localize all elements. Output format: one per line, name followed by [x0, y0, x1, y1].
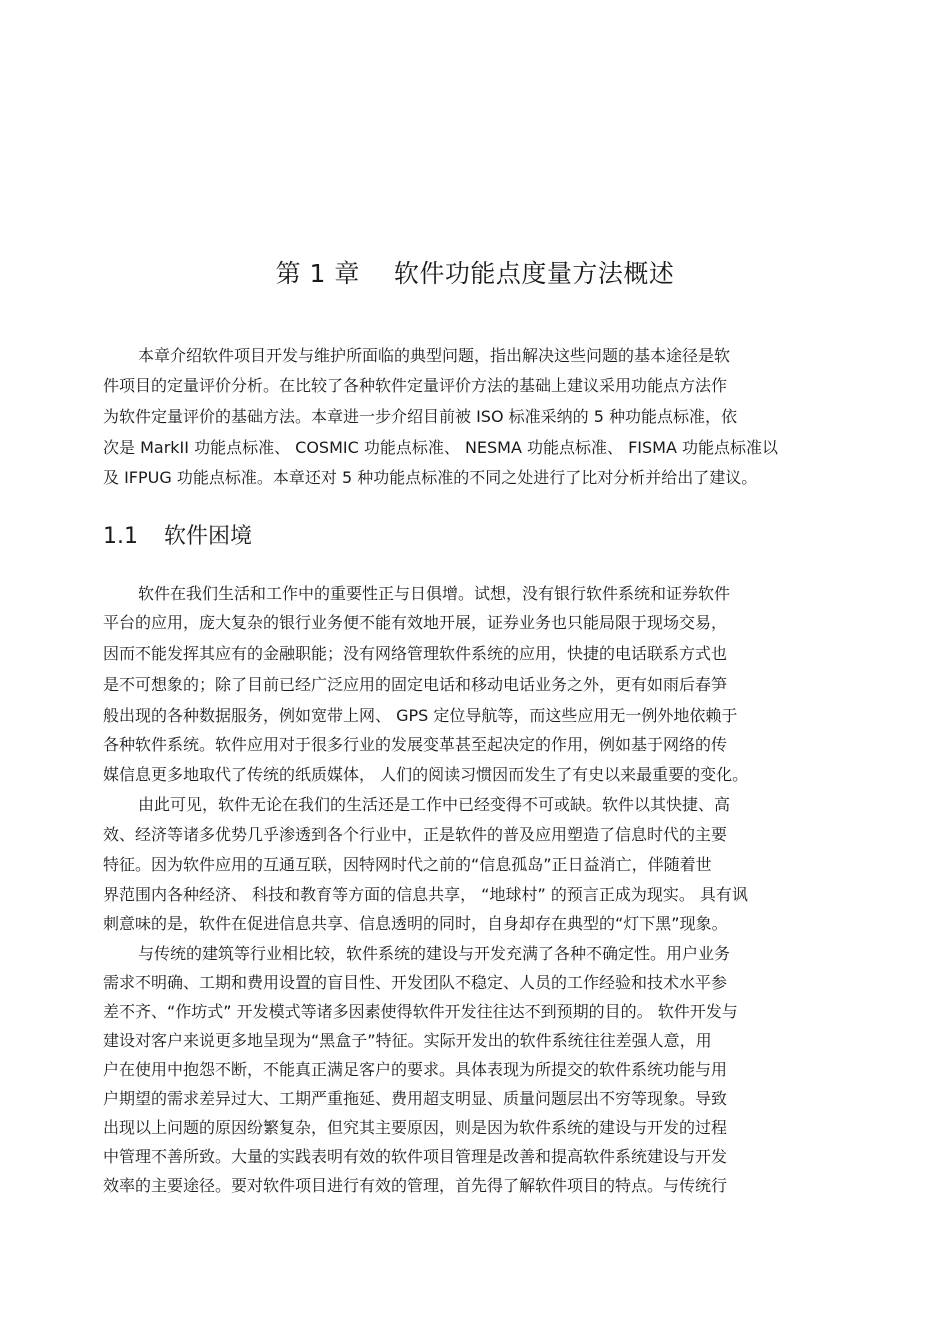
body-line: 媒信息更多地取代了传统的纸质媒体， 人们的阅读习惯因而发生了有史以来最重要的变化。 — [103, 765, 749, 784]
body-line: 界范围内各种经济、 科技和教育等方面的信息共享， “地球村” 的预言正成为现实。 具有讽 — [103, 885, 748, 904]
intro-line: 及 IFPUG 功能点标准。本章还对 5 种功能点标准的不同之处进行了比对分析并给出了建议。 — [103, 468, 758, 487]
body-line: 各种软件系统。软件应用对于很多行业的发展变革甚至起决定的作用，例如基于网络的传 — [103, 735, 728, 754]
body-line: 与传统的建筑等行业相比较，软件系统的建设与开发充满了各种不确定性。用户业务 — [138, 944, 731, 963]
body-line: 效、经济等诸多优势几乎渗透到各个行业中，正是软件的普及应用塑造了信息时代的主要 — [103, 825, 728, 844]
chapter-number: 第 1 章 — [275, 259, 360, 288]
body-line: 户期望的需求差异过大、工期严重拖延、费用超支明显、质量问题层出不穷等现象。导致 — [103, 1089, 728, 1108]
body-line: 建设对客户来说更多地呈现为“黑盒子”特征。实际开发出的软件系统往往差强人意，用 — [103, 1031, 712, 1050]
body-line: 刺意味的是，软件在促进信息共享、信息透明的同时，自身却存在典型的“灯下黑”现象。 — [103, 914, 728, 933]
intro-line: 为软件定量评价的基础方法。本章进一步介绍目前被 ISO 标准采纳的 5 种功能点标准，依 — [103, 407, 737, 426]
body-line: 软件在我们生活和工作中的重要性正与日俱增。试想，没有银行软件系统和证券软件 — [138, 584, 731, 603]
body-line: 差不齐、“作坊式” 开发模式等诸多因素使得软件开发往往达不到预期的目的。 软件开发与 — [103, 1002, 738, 1021]
section-title-text: 软件困境 — [164, 524, 253, 549]
intro-line: 本章介绍软件项目开发与维护所面临的典型问题，指出解决这些问题的基本途径是软 — [138, 346, 731, 365]
intro-line: 次是 MarkII 功能点标准、 COSMIC 功能点标准、 NESMA 功能点标准、 FISMA 功能点标准以 — [103, 438, 779, 457]
body-line: 效率的主要途径。要对软件项目进行有效的管理，首先得了解软件项目的特点。与传统行 — [103, 1176, 728, 1195]
body-line: 由此可见，软件无论在我们的生活还是工作中已经变得不可或缺。软件以其快捷、高 — [138, 795, 731, 814]
body-line: 特征。因为软件应用的互通互联，因特网时代之前的“信息孤岛”正日益消亡，伴随着世 — [103, 855, 712, 874]
body-line: 平台的应用，庞大复杂的银行业务便不能有效地开展，证券业务也只能局限于现场交易， — [103, 613, 728, 632]
section-heading — [103, 520, 252, 554]
body-line: 出现以上问题的原因纷繁复杂，但究其主要原因，则是因为软件系统的建设与开发的过程 — [103, 1118, 728, 1137]
chapter-title-text: 软件功能点度量方法概述 — [393, 259, 675, 288]
section-number: 1.1 — [103, 524, 138, 549]
chapter-title — [0, 254, 950, 294]
body-line: 户在使用中抱怨不断，不能真正满足客户的要求。具体表现为所提交的软件系统功能与用 — [103, 1060, 728, 1079]
intro-line: 件项目的定量评价分析。在比较了各种软件定量评价方法的基础上建议采用功能点方法作 — [103, 376, 728, 395]
body-line: 需求不明确、工期和费用设置的盲目性、开发团队不稳定、人员的工作经验和技术水平参 — [103, 973, 728, 992]
body-line: 般出现的各种数据服务，例如宽带上网、 GPS 定位导航等，而这些应用无一例外地依赖于 — [103, 706, 738, 725]
body-line: 中管理不善所致。大量的实践表明有效的软件项目管理是改善和提高软件系统建设与开发 — [103, 1147, 728, 1166]
body-line: 是不可想象的；除了目前已经广泛应用的固定电话和移动电话业务之外，更有如雨后春笋 — [103, 675, 728, 694]
body-line: 因而不能发挥其应有的金融职能；没有网络管理软件系统的应用，快捷的电话联系方式也 — [103, 644, 728, 663]
